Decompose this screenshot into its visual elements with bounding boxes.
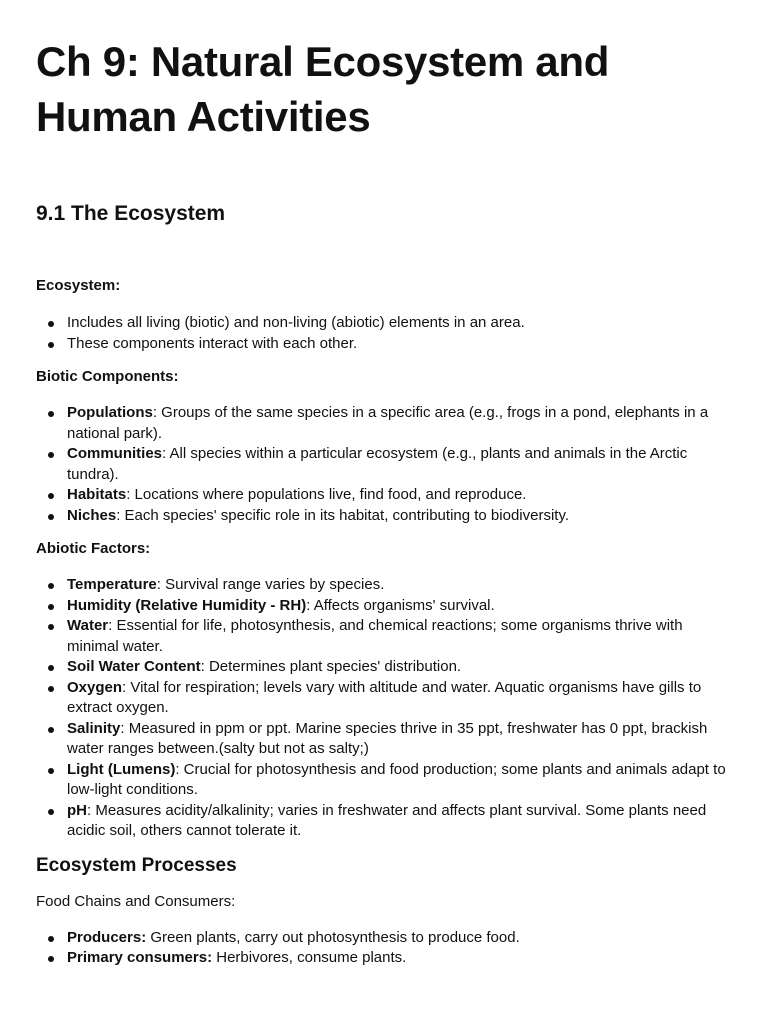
list-item <box>36 616 732 657</box>
abiotic-list <box>36 575 732 842</box>
definition: : Vital for respiration; levels vary with altitude and water. Aquatic organisms have gills to extract oxygen. <box>67 678 702 716</box>
definition: : Each species' specific role in its habitat, contributing to biodiversity. <box>116 506 570 524</box>
definition: : Crucial for photosynthesis and food production; some plants and animals adapt to low-light conditions. <box>67 760 726 798</box>
list-item <box>36 444 732 485</box>
term: Water <box>67 617 109 634</box>
definition: : Groups of the same species in a specific area (e.g., frogs in a pond, elephants in a national park). <box>67 404 709 442</box>
term: Soil Water Content <box>67 658 201 675</box>
abiotic-label: Abiotic Factors: <box>36 540 151 557</box>
list-item: Includes all living (biotic) and non-living (abiotic) elements in an area. <box>36 313 732 334</box>
ecosystem-label: Ecosystem: <box>36 277 121 294</box>
list-item <box>36 403 732 444</box>
term: pH <box>67 801 87 819</box>
term: Producers: <box>67 928 147 946</box>
term: Temperature <box>67 576 157 593</box>
list-item: These components interact with each other. <box>36 334 732 355</box>
section-heading: 9.1 The Ecosystem <box>36 202 226 225</box>
definition: : All species within a particular ecosystem (e.g., plants and animals in the Arctic tundra). <box>67 445 688 483</box>
term: Salinity <box>67 719 121 737</box>
term: Communities <box>67 445 163 462</box>
food-chains-label: Food Chains and Consumers: <box>36 892 236 910</box>
definition: : Locations where populations live, find food, and reproduce. <box>126 486 527 503</box>
term: Humidity (Relative Humidity - RH) <box>67 596 307 614</box>
term: Primary consumers: <box>67 949 213 966</box>
list-item <box>36 657 732 678</box>
list-item <box>36 575 732 596</box>
definition: : Survival range varies by species. <box>156 576 385 593</box>
list-item <box>36 506 732 527</box>
ecosystem-list <box>36 313 732 354</box>
definition: Herbivores, consume plants. <box>212 949 407 966</box>
term: Niches <box>67 506 117 524</box>
definition: : Measures acidity/alkalinity; varies in freshwater and affects plant survival. Some plants need acidic soil, others cannot tolerate it. <box>67 801 707 839</box>
biotic-label: Biotic Components: <box>36 368 179 385</box>
list-item <box>36 596 732 617</box>
list-item <box>36 719 732 760</box>
term: Populations <box>67 404 153 421</box>
list-item <box>36 948 732 969</box>
list-item <box>36 801 732 842</box>
definition: : Determines plant species' distribution. <box>200 658 462 675</box>
term: Light (Lumens) <box>67 760 176 778</box>
term: Oxygen <box>67 678 123 696</box>
definition: Green plants, carry out photosynthesis to produce food. <box>146 928 520 946</box>
term: Habitats <box>67 486 127 503</box>
definition: : Measured in ppm or ppt. Marine species thrive in 35 ppt, freshwater has 0 ppt, brackish water ranges between.(salty but not as salty;) <box>67 719 708 757</box>
list-item <box>36 760 732 801</box>
list-item <box>36 928 732 949</box>
biotic-list <box>36 403 732 526</box>
processes-list <box>36 928 732 969</box>
definition: : Affects organisms' survival. <box>306 596 495 614</box>
list-item <box>36 678 732 719</box>
processes-heading: Ecosystem Processes <box>36 854 237 876</box>
definition: : Essential for life, photosynthesis, and chemical reactions; some organisms thrive with minimal water. <box>67 617 683 655</box>
page-title: Ch 9: Natural Ecosystem and Human Activities <box>36 38 610 140</box>
list-item <box>36 485 732 506</box>
